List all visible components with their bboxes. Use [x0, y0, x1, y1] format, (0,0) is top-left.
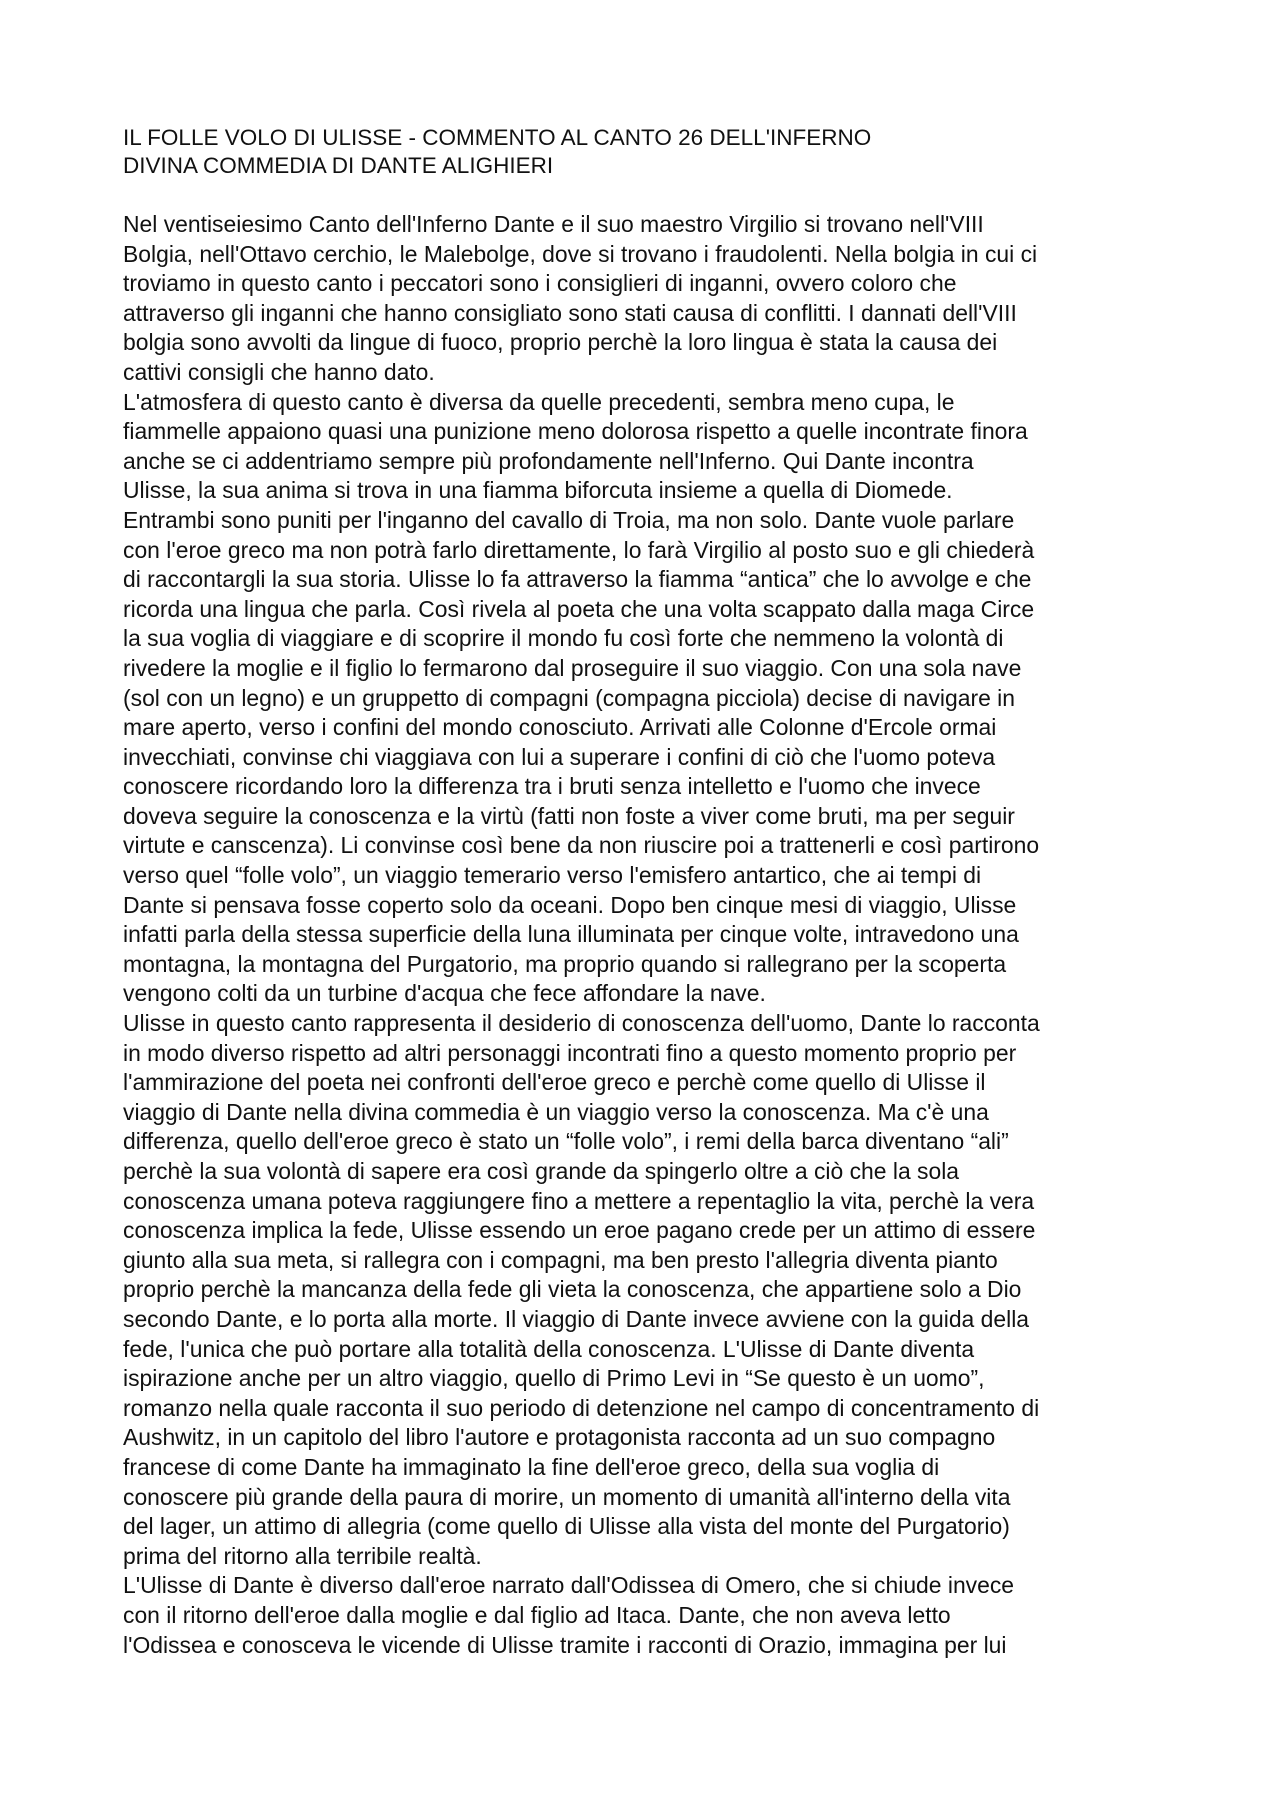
paragraph-line: la sua voglia di viaggiare e di scoprire il mondo fu così forte che nemmeno la volontà di [123, 625, 1004, 652]
paragraph [123, 1571, 1183, 1660]
paragraph-line: con il ritorno dell'eroe dalla moglie e dal figlio ad Itaca. Dante, che non aveva letto [123, 1601, 951, 1628]
paragraph-line: secondo Dante, e lo porta alla morte. Il viaggio di Dante invece avviene con la guida della [123, 1305, 1030, 1332]
paragraph-line: L'atmosfera di questo canto è diversa da quelle precedenti, sembra meno cupa, le [123, 388, 955, 415]
paragraph-line: L'Ulisse di Dante è diverso dall'eroe narrato dall'Odissea di Omero, che si chiude invece [123, 1572, 1015, 1599]
paragraph-line: (sol con un legno) e un gruppetto di compagni (compagna picciola) decise di navigare in [123, 684, 1015, 711]
title-line-1: IL FOLLE VOLO DI ULISSE - COMMENTO AL CANTO 26 DELL'INFERNO [123, 125, 872, 150]
paragraph-line: conoscenza implica la fede, Ulisse essendo un eroe pagano crede per un attimo di essere [123, 1217, 1036, 1244]
paragraph-line: invecchiati, convinse chi viaggiava con lui a superare i confini di ciò che l'uomo poteva [123, 743, 996, 770]
paragraph-line: doveva seguire la conoscenza e la virtù (fatti non foste a viver come bruti, ma per seguir [123, 802, 1015, 829]
paragraph-line: l'ammirazione del poeta nei confronti dell'eroe greco e perchè come quello di Ulisse il [123, 1069, 986, 1096]
paragraph-line: bolgia sono avvolti da lingue di fuoco, proprio perchè la loro lingua è stata la causa dei [123, 329, 998, 356]
paragraph-line: vengono colti da un turbine d'acqua che fece affondare la nave. [123, 980, 766, 1007]
paragraph-line: ricorda una lingua che parla. Così rivela al poeta che una volta scappato dalla maga Circe [123, 595, 1035, 622]
paragraph-line: Ulisse in questo canto rappresenta il desiderio di conoscenza dell'uomo, Dante lo racconta [123, 1010, 1040, 1037]
paragraph-line: viaggio di Dante nella divina commedia è un viaggio verso la conoscenza. Ma c'è una [123, 1098, 989, 1125]
title-line-2: DIVINA COMMEDIA DI DANTE ALIGHIERI [123, 153, 554, 178]
paragraph-line: fede, l'unica che può portare alla totalità della conoscenza. L'Ulisse di Dante diventa [123, 1335, 975, 1362]
paragraph-line: Ulisse, la sua anima si trova in una fiamma biforcuta insieme a quella di Diomede. [123, 477, 953, 504]
paragraph-line: ispirazione anche per un altro viaggio, quello di Primo Levi in “Se questo è un uomo”, [123, 1365, 985, 1392]
paragraph-line: virtute e canscenza). Li convinse così bene da non riuscire poi a trattenerli e così partirono [123, 832, 1040, 859]
paragraph-line: rivedere la moglie e il figlio lo fermarono dal proseguire il suo viaggio. Con una sola nave [123, 654, 1022, 681]
paragraph [123, 210, 1183, 388]
paragraph-line: fiammelle appaiono quasi una punizione meno dolorosa rispetto a quelle incontrate finora [123, 418, 1028, 445]
paragraph-line: conoscere ricordando loro la differenza tra i bruti senza intelletto e l'uomo che invece [123, 773, 981, 800]
paragraph-line: conoscere più grande della paura di morire, un momento di umanità all'interno della vita [123, 1483, 1011, 1510]
paragraph-line: francese di come Dante ha immaginato la fine dell'eroe greco, della sua voglia di [123, 1453, 940, 1480]
paragraph-line: proprio perchè la mancanza della fede gli vieta la conoscenza, che appartiene solo a Dio [123, 1276, 1022, 1303]
paragraph-line: Dante si pensava fosse coperto solo da oceani. Dopo ben cinque mesi di viaggio, Ulisse [123, 891, 1017, 918]
paragraph-line: verso quel “folle volo”, un viaggio temerario verso l'emisfero antartico, che ai tempi di [123, 862, 982, 889]
paragraph-line: in modo diverso rispetto ad altri personaggi incontrati fino a questo momento proprio per [123, 1039, 1017, 1066]
paragraph-line: prima del ritorno alla terribile realtà. [123, 1542, 482, 1569]
paragraph-line: perchè la sua volontà di sapere era così grande da spingerlo oltre a ciò che la sola [123, 1158, 960, 1184]
paragraph-line: montagna, la montagna del Purgatorio, ma proprio quando si rallegrano per la scoperta [123, 950, 1007, 977]
document-title [123, 124, 1183, 180]
paragraph-line: di raccontargli la sua storia. Ulisse lo fa attraverso la fiamma “antica” che lo avvolge e che [123, 566, 1032, 593]
paragraph-line: Nel ventiseiesimo Canto dell'Inferno Dante e il suo maestro Virgilio si trovano nell'VIII [123, 211, 984, 237]
paragraph-line: troviamo in questo canto i peccatori sono i consiglieri di inganni, ovvero coloro che [123, 270, 957, 297]
paragraph-line: attraverso gli inganni che hanno consigliato sono stati causa di conflitti. I dannati dell'VIII [123, 299, 1017, 326]
paragraph-line: l'Odissea e conosceva le vicende di Ulisse tramite i racconti di Orazio, immagina per lui [123, 1631, 1007, 1658]
paragraph-line: cattivi consigli che hanno dato. [123, 358, 435, 385]
paragraph-line: mare aperto, verso i confini del mondo conosciuto. Arrivati alle Colonne d'Ercole ormai [123, 714, 997, 741]
paragraph-line: infatti parla della stessa superficie della luna illuminata per cinque volte, intravedono una [123, 921, 1019, 948]
paragraph-line: romanzo nella quale racconta il suo periodo di detenzione nel campo di concentramento di [123, 1394, 1040, 1421]
paragraph-line: differenza, quello dell'eroe greco è stato un “folle volo”, i remi della barca diventano “ali” [123, 1128, 1009, 1155]
paragraph-line: Bolgia, nell'Ottavo cerchio, le Malebolge, dove si trovano i fraudolenti. Nella bolgia in cui ci [123, 240, 1038, 267]
paragraph-line: del lager, un attimo di allegria (come quello di Ulisse alla vista del monte del Purgatorio) [123, 1513, 1010, 1540]
paragraph [123, 388, 1183, 1009]
paragraph-line: Aushwitz, in un capitolo del libro l'autore e protagonista racconta ad un suo compagno [123, 1424, 996, 1451]
paragraph-line: conoscenza umana poteva raggiungere fino a mettere a repentaglio la vita, perchè la vera [123, 1187, 1035, 1214]
paragraph-line: con l'eroe greco ma non potrà farlo direttamente, lo farà Virgilio al posto suo e gli chiederà [123, 536, 1035, 563]
paragraph-line: giunto alla sua meta, si rallegra con i compagni, ma ben presto l'allegria diventa pianto [123, 1246, 998, 1273]
paragraph [123, 1009, 1183, 1571]
paragraph-line: anche se ci addentriamo sempre più profondamente nell'Inferno. Qui Dante incontra [123, 447, 974, 474]
paragraph-line: Entrambi sono puniti per l'inganno del cavallo di Troia, ma non solo. Dante vuole parlare [123, 506, 1015, 533]
document-body [123, 210, 1183, 1660]
